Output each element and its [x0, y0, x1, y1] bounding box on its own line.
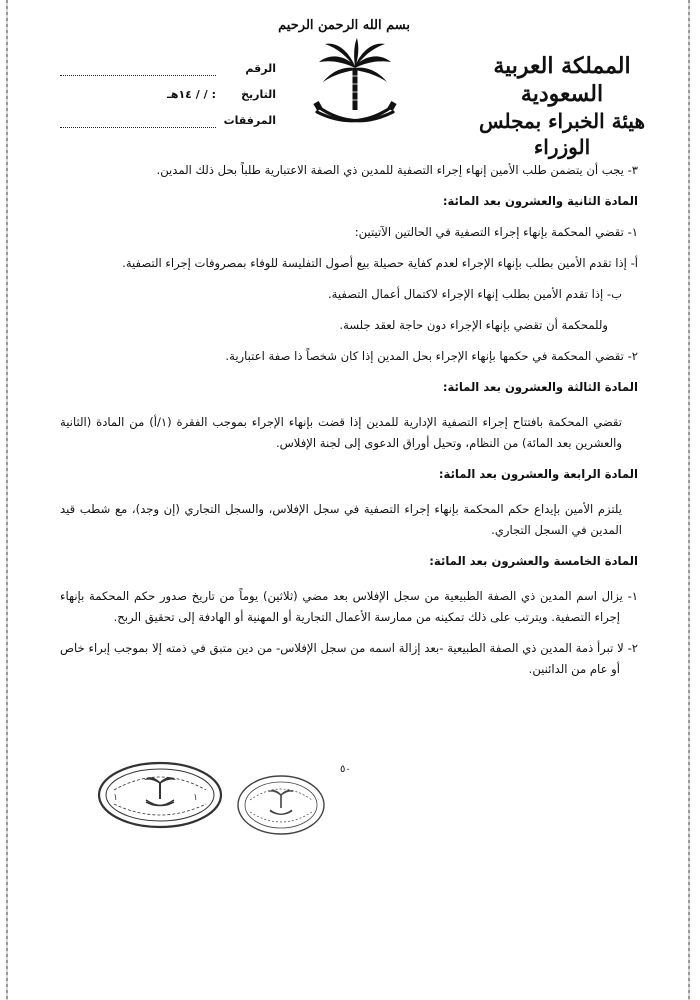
reference-fields: [56, 56, 276, 134]
secretariat-stamp-icon: [236, 774, 326, 836]
article-122-clause-2: ٢- تقضي المحكمة في حكمها بإنهاء الإجراء بحل المدين إذا كان شخصاً ذا صفة اعتبارية.: [225, 349, 638, 363]
article-124-heading: المادة الرابعة والعشرون بعد المائة:: [438, 467, 638, 481]
svg-text:١: ١: [193, 793, 198, 803]
article-124-text: يلتزم الأمين بإيداع حكم المحكمة بإنهاء إجراء التصفية في سجل الإفلاس، والسجل التجاري (إن وجد)، مع شطب قيد المدين في السجل التجاري.: [60, 502, 622, 537]
org-country-name: المملكة العربية السعودية: [493, 53, 631, 107]
date-value: / / ١٤هـ: [167, 88, 208, 101]
scan-edge-left: [6, 0, 8, 1000]
official-stamp-secretariat: [236, 774, 326, 840]
article-122-clause-1: ١- تقضي المحكمة بإنهاء إجراء التصفية في الحالتين الآتيتين:: [354, 225, 638, 239]
attachments-label: المرفقات: [223, 114, 276, 127]
paragraph-clause-3: ٣- يجب أن يتضمن طلب الأمين إنهاء إجراء التصفية للمدين ذي الصفة الاعتبارية طلباً بحل ذلك المدين.: [156, 163, 638, 177]
org-agency-name: هيئة الخبراء بمجلس الوزراء: [478, 109, 645, 159]
organization-header: [462, 52, 662, 160]
date-label: التاريخ: [241, 88, 276, 101]
emblem-block: [278, 18, 410, 136]
document-body: [60, 160, 638, 680]
article-122-item-a: أ- إذا تقدم الأمين بطلب بإنهاء الإجراء لعدم كفاية حصيلة بيع أصول التفليسة للوفاء بمصروفات إجراء التصفية.: [122, 256, 638, 270]
attachments-row: [56, 108, 276, 134]
palm-and-swords-emblem-icon: [313, 36, 397, 132]
page-number: ٥٠: [340, 764, 351, 775]
article-125-heading: المادة الخامسة والعشرون بعد المائة:: [429, 554, 638, 568]
article-123-heading: المادة الثالثة والعشرون بعد المائة:: [442, 380, 638, 394]
article-122-heading: المادة الثانية والعشرون بعد المائة:: [442, 194, 638, 208]
attachments-blank: [60, 115, 216, 128]
reference-number-row: [56, 56, 276, 82]
experts-stamp-icon: [96, 760, 224, 830]
date-row: التاريخ : / / ١٤هـ: [56, 82, 276, 108]
article-125-clause-2: ٢- لا تبرأ ذمة المدين ذي الصفة الطبيعية -بعد إزالة اسمه من سجل الإفلاس- من دين متبق في ذمته إلا بموجب إبراء خاص أو عام من الدائنين.: [60, 641, 638, 676]
basmala: بسم الله الرحمن الرحيم: [278, 18, 410, 33]
svg-text:١: ١: [113, 793, 118, 803]
article-123-text: تقضي المحكمة بافتتاح إجراء التصفية الإدارية للمدين إذا قضت بإنهاء الإجراء بموجب الفقرة (١/أ) من المادة (الثانية والعشرين بعد المائة) من النظام، وتحيل أوراق الدعوى إلى لجنة الإفلاس.: [60, 415, 623, 450]
article-122-note: وللمحكمة أن تقضي بإنهاء الإجراء دون حاجة لعقد جلسة.: [339, 318, 608, 332]
article-125-clause-1: ١- يزال اسم المدين ذي الصفة الطبيعية من سجل الإفلاس بعد مضي (ثلاثين) يوماً من تاريخ صدور حكم المحكمة بإنهاء إجراء التصفية. ويترتب على ذلك تمكينه من ممارسة الأعمال التجارية أو المهنية أو الهادفة إلى تحقيق الربح.: [60, 589, 638, 624]
reference-number-blank: [60, 63, 216, 76]
official-stamp-experts: [96, 760, 224, 834]
reference-number-label: الرقم: [245, 62, 276, 75]
article-122-item-b: ب- إذا تقدم الأمين بطلب إنهاء الإجراء لاكتمال أعمال التصفية.: [327, 287, 622, 301]
scan-edge-right: [688, 0, 690, 1000]
